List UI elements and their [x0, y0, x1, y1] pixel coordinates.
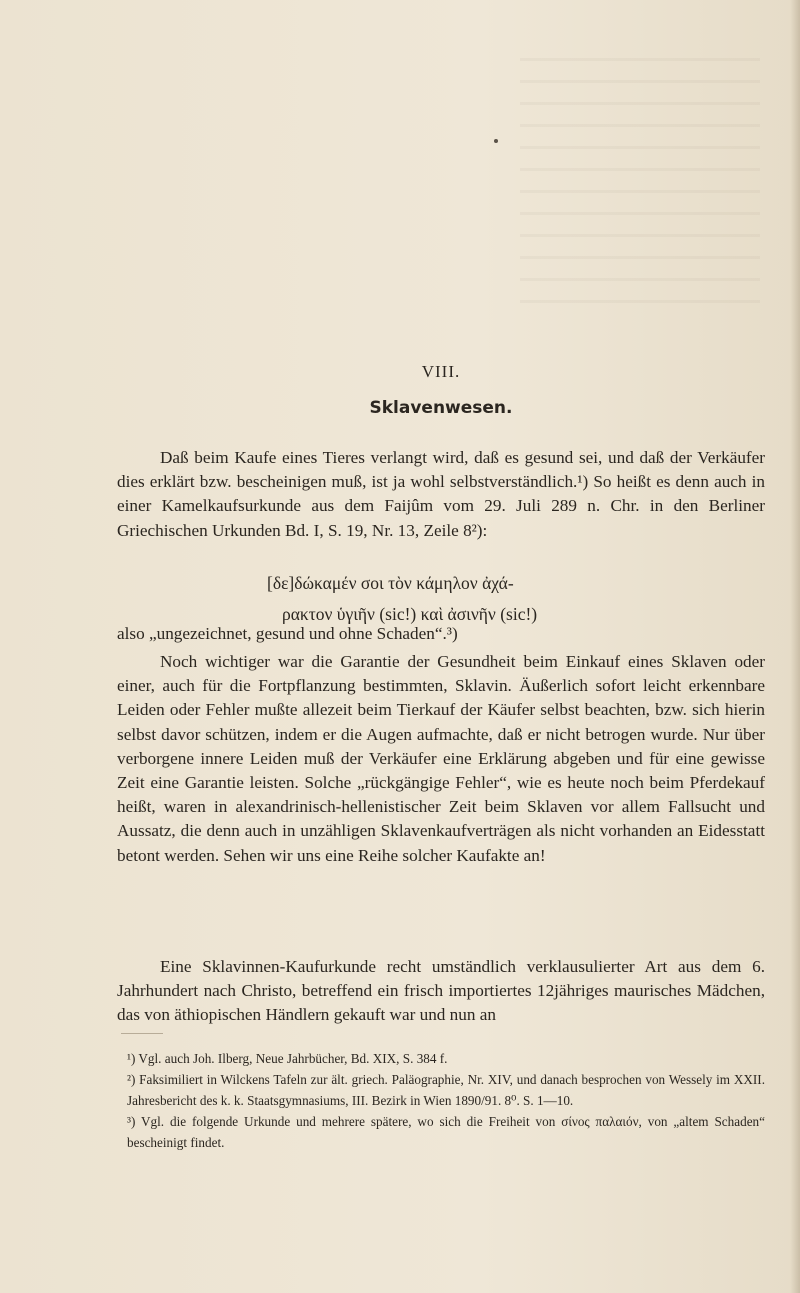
footnote-2: ²) Faksimiliert in Wilckens Tafeln zur ält. griech. Paläographie, Nr. XIV, und danach besprochen von Wessely im XXII. Jahresbericht des k. k. Staatsgymnasiums, III. Bezirk in Wien 1890/91. 8⁰. S. 1—10.	[127, 1072, 765, 1108]
page-edge-shadow	[790, 0, 800, 1293]
paragraph-1: Daß beim Kaufe eines Tieres verlangt wird, daß es gesund sei, und daß der Verkäufer dies erklärt bzw. bescheinigen muß, ist ja wohl selbstverständlich.¹) So heißt es denn auch in einer Kamelkaufsurkunde aus dem Faijûm vom 29. Juli 289 n. Chr. in den Berliner Griechischen Urkunden Bd. I, S. 19, Nr. 13, Zeile 8²):	[117, 448, 765, 540]
chapter-number: VIII.	[421, 362, 461, 381]
greek-quote-line-1: [δε]δώκαμέν σοι τὸν κάμηλον ἀχά-	[267, 573, 514, 593]
footnote-1: ¹) Vgl. auch Joh. Ilberg, Neue Jahrbücher, Bd. XIX, S. 384 f.	[127, 1051, 448, 1066]
ink-speck	[494, 139, 498, 143]
paragraph-4: Eine Sklavinnen-Kaufurkunde recht umständlich verklausulierter Art aus dem 6. Jahrhundert nach Christo, betreffend ein frisch importiertes 12jähriges maurisches Mädchen, das von äthiopischen Händlern gekauft war und nun an	[117, 957, 765, 1025]
footnote-rule	[121, 1033, 163, 1034]
bleed-through-text	[520, 58, 760, 308]
paragraph-2: also „ungezeichnet, gesund und ohne Schaden“.³)	[117, 624, 458, 643]
greek-quote-line-2: ρακτον ὑγιῆν (sic!) καὶ ἀσινῆν (sic!)	[282, 604, 538, 624]
greek-quotation	[267, 568, 747, 630]
footnotes	[117, 1048, 765, 1153]
paragraph-3: Noch wichtiger war die Garantie der Gesundheit beim Einkauf eines Sklaven oder einer, auch für die Fortpflanzung bestimmten, Sklavin. Äußerlich sofort leicht erkennbare Leiden oder Fehler mußte allezeit beim Tierkauf der Käufer selbst beachten, bzw. sich hierin selbst davor schützen, indem er die Augen aufmachte, daß er nicht betrogen wurde. Nur über verborgene innere Leiden muß der Verkäufer eine Erklärung abgeben und für eine gewisse Zeit eine Garantie leisten. Solche „rückgängige Fehler“, wie es heute noch beim Pferdekauf heißt, waren in alexandrinisch-hellenistischer Zeit beim Sklaven vor allem Fallsucht und Aussatz, die denn auch in unzähligen Sklavenkaufverträgen als nicht vorhanden an Eidesstatt betont werden. Sehen wir uns eine Reihe solcher Kaufakte an!	[117, 652, 765, 865]
chapter-title: Sklavenwesen.	[369, 398, 513, 418]
footnote-3: ³) Vgl. die folgende Urkunde und mehrere spätere, wo sich die Freiheit von σίνος παλαιόν, von „altem Schaden“ bescheinigt findet.	[127, 1114, 765, 1150]
